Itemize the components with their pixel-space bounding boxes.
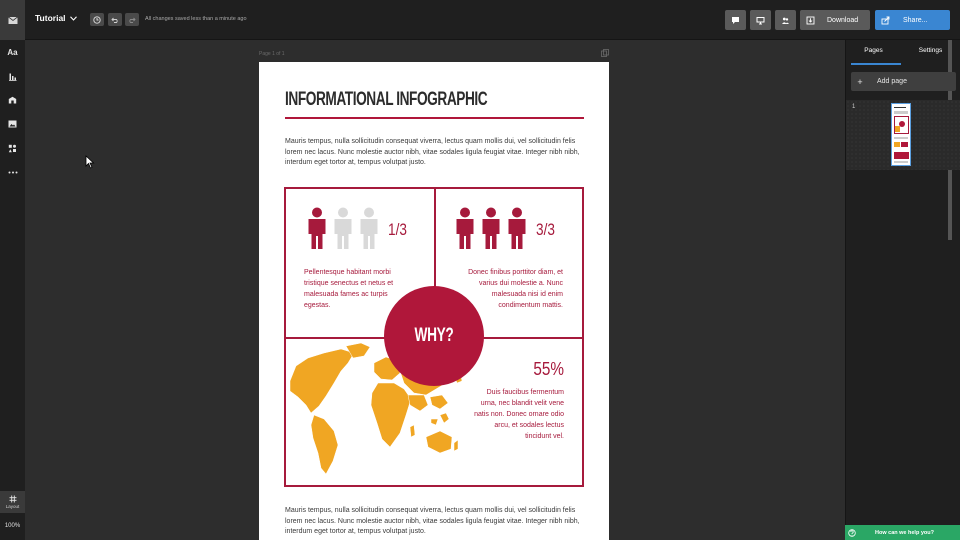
ratio-three-thirds[interactable]: 3/3: [536, 220, 555, 239]
comments-button[interactable]: [725, 10, 746, 30]
share-icon: [881, 16, 890, 25]
mouse-cursor-icon: [85, 155, 95, 169]
help-button[interactable]: [845, 525, 960, 540]
plus-icon: +: [857, 76, 863, 87]
comment-icon: [731, 16, 740, 25]
why-circle[interactable]: [384, 286, 484, 386]
history-button[interactable]: [90, 13, 104, 26]
intro-paragraph[interactable]: Mauris tempus, nulla sollicitudin consequat viverra, lectus quam mollis dui, vel sollicitudin felis lorem nec lacus. Nunc molestie auctor nibh, vitae sodales ligula feugiat vitae. Integer nibh nibh, interdum eget tortor at, tempus volutpat justo.: [285, 138, 580, 166]
monitor-icon: [756, 16, 765, 25]
help-icon: [848, 529, 856, 537]
title-divider: [285, 117, 584, 119]
zoom-level[interactable]: 100%: [4, 523, 21, 529]
infographic-page[interactable]: [259, 62, 609, 540]
page-label: Page 1 of 1: [259, 51, 285, 57]
tool-sidebar: [0, 40, 25, 540]
person-icon: [483, 208, 500, 250]
share-button[interactable]: [875, 10, 950, 30]
more-tools-button[interactable]: [0, 162, 25, 182]
present-button[interactable]: [750, 10, 771, 30]
top-toolbar: [0, 0, 960, 40]
infographic-title[interactable]: INFORMATIONAL INFOGRAPHIC: [285, 89, 488, 110]
text-tool[interactable]: [0, 42, 25, 62]
person-icon: [335, 208, 352, 250]
person-icon: [361, 208, 378, 250]
active-tab-indicator: [851, 63, 901, 65]
text-icon: Aa: [7, 47, 18, 57]
images-tool[interactable]: [0, 114, 25, 134]
chevron-down-icon: [70, 16, 77, 21]
tools-icon: [8, 144, 17, 153]
page-number: 1: [852, 104, 856, 110]
tools-tool[interactable]: [0, 138, 25, 158]
save-status: All changes saved less than a minute ago: [145, 16, 247, 22]
people-icons-three-thirds[interactable]: [453, 207, 531, 251]
person-icon: [509, 208, 526, 250]
duplicate-page-icon[interactable]: [601, 49, 609, 57]
pages-panel: [845, 40, 960, 540]
more-icon: [8, 171, 18, 174]
document-title-dropdown[interactable]: [35, 13, 77, 23]
why-label: WHY?: [414, 325, 454, 346]
help-label: How can we help you?: [875, 529, 934, 536]
chart-icon: [8, 72, 17, 81]
page-thumbnail[interactable]: [891, 103, 911, 166]
redo-button[interactable]: [125, 13, 139, 26]
graphics-icon: [8, 96, 17, 105]
image-icon: [8, 120, 17, 128]
left-stat-text[interactable]: Pellentesque habitant morbi tristique senectus et netus et malesuada fames ac turpis egestas.: [304, 269, 394, 309]
download-icon: [806, 16, 815, 25]
person-icon: [457, 208, 474, 250]
people-icons-one-third[interactable]: [305, 207, 383, 251]
outro-paragraph[interactable]: Mauris tempus, nulla sollicitudin consequat viverra, lectus quam mollis dui, vel sollicitudin felis lorem nec lacus. Nunc molestie auctor nibh, vitae sodales ligula feugiat vitae. Integer nibh nibh, interdum eget tortor at, tempus volutpat justo.: [285, 507, 580, 535]
graphics-tool[interactable]: [0, 90, 25, 110]
collaborators-button[interactable]: [775, 10, 796, 30]
percent-stat[interactable]: 55%: [533, 359, 564, 379]
home-button[interactable]: [0, 0, 25, 40]
add-page-label: Add page: [877, 78, 907, 85]
bottom-stat-text[interactable]: Duis faucibus fermentum urna, nec blandit velit vene natis non. Donec ornare odio arcu, et sodales lectus tincidunt vel.: [474, 389, 564, 440]
add-page-button[interactable]: [851, 72, 956, 91]
tab-settings[interactable]: Settings: [918, 47, 943, 54]
ratio-one-third[interactable]: 1/3: [388, 220, 407, 239]
undo-icon: [111, 17, 119, 23]
download-label: Download: [827, 16, 859, 24]
tab-pages[interactable]: Pages: [864, 47, 883, 54]
charts-tool[interactable]: [0, 66, 25, 86]
users-icon: [781, 16, 790, 25]
document-title: Tutorial: [35, 13, 66, 23]
person-icon: [309, 208, 326, 250]
download-button[interactable]: [800, 10, 870, 30]
grid-hash-icon: [9, 495, 17, 503]
redo-icon: [128, 17, 136, 23]
share-label: Share...: [903, 16, 928, 24]
undo-button[interactable]: [108, 13, 122, 26]
envelope-icon: [8, 16, 18, 25]
clock-icon: [93, 16, 101, 24]
layout-label: Layout: [5, 504, 20, 509]
layout-toggle[interactable]: [0, 491, 25, 513]
right-stat-text[interactable]: Donec finibus porttitor diam, et varius dui molestie a. Nunc malesuada nisi id enim condimentum mattis.: [468, 269, 563, 309]
